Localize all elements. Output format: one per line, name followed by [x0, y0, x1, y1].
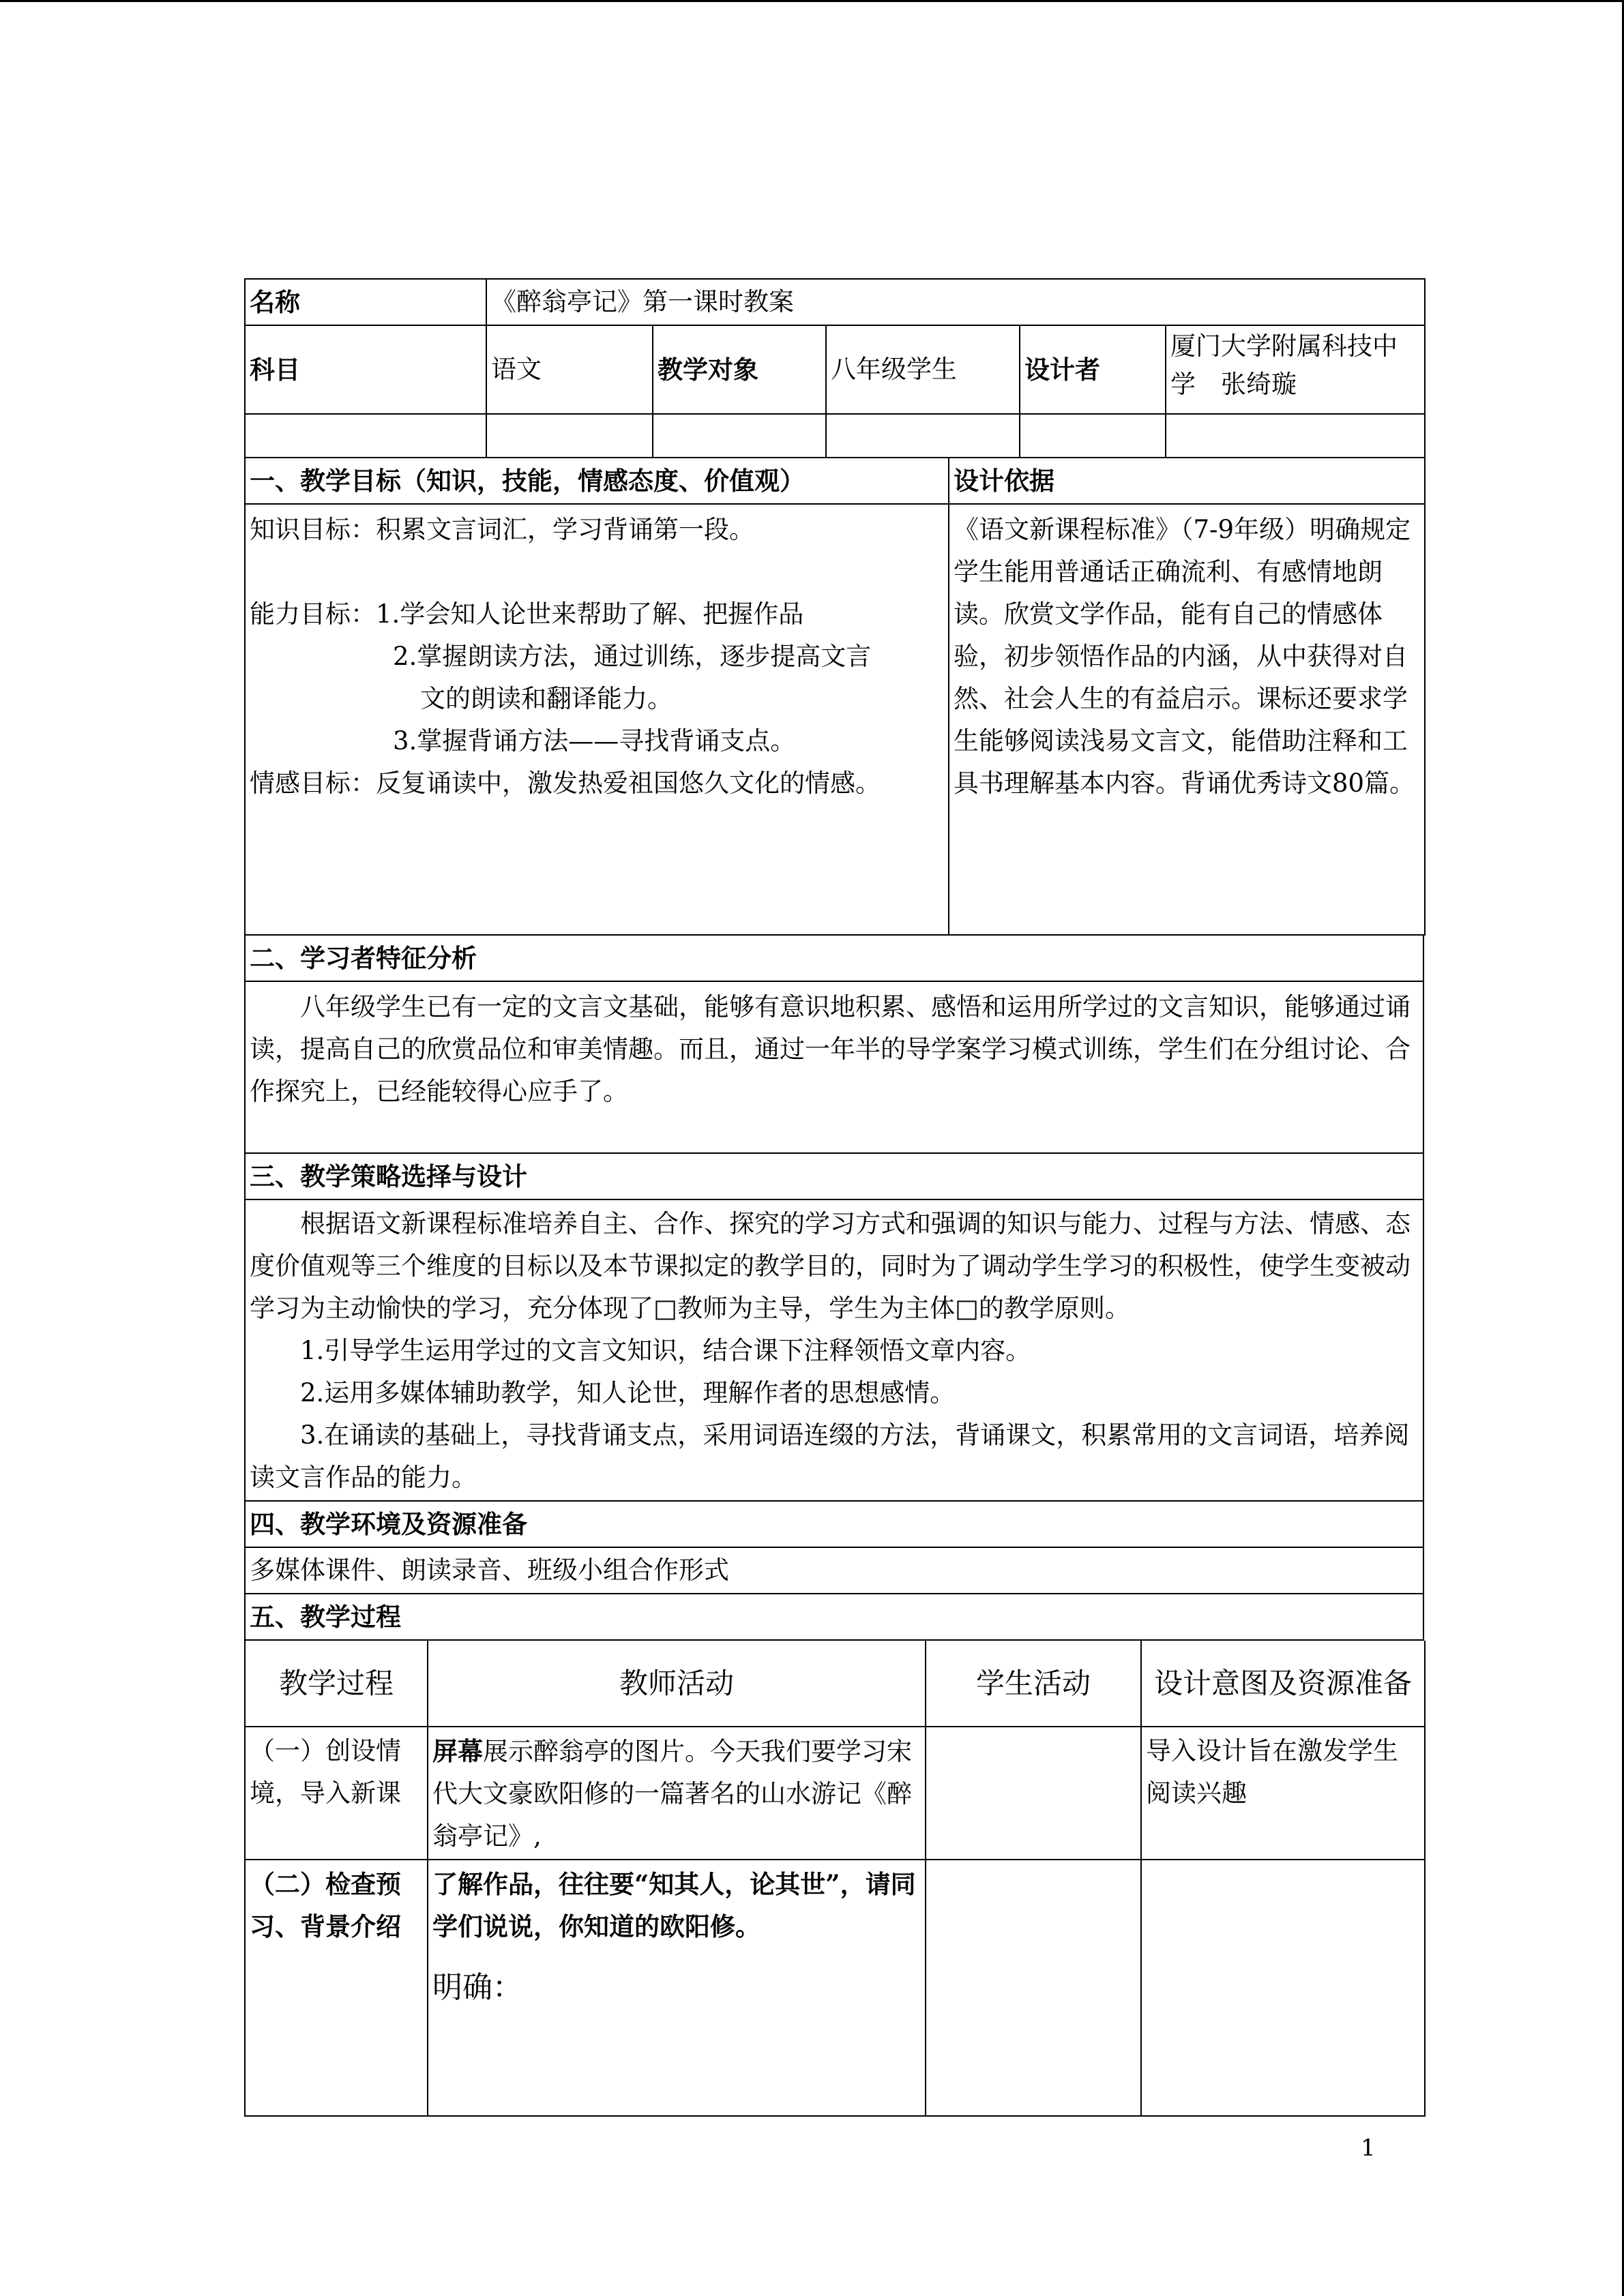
strategy-item-2: 2.运用多媒体辅助教学，知人论世，理解作者的思想感情。 — [300, 1378, 956, 1407]
strategy-title: 三、教学策略选择与设计 — [245, 1154, 1423, 1199]
process-table — [244, 1641, 1426, 2117]
ability-objective-3: 3.掌握背诵方法——寻找背诵支点。 — [393, 726, 796, 756]
clarify-label: 明确： — [432, 1970, 522, 2005]
name-value: 《醉翁亭记》第一课时教案 — [486, 279, 1425, 325]
design-intent-1: 导入设计旨在激发学生阅读兴趣 — [1141, 1727, 1425, 1860]
learner-analysis-table — [244, 936, 1424, 1154]
name-label: 名称 — [245, 279, 486, 325]
audience-label: 教学对象 — [653, 325, 826, 414]
emotion-objective: 情感目标：反复诵读中，激发热爱祖国悠久文化的情感。 — [250, 769, 881, 798]
audience-value: 八年级学生 — [826, 325, 1020, 414]
process-header-teacher: 教师活动 — [428, 1641, 926, 1727]
page-number: 1 — [1361, 2134, 1376, 2162]
blank-cell — [486, 414, 653, 458]
strategy-paragraph: 根据语文新课程标准培养自主、合作、探究的学习方式和强调的知识与能力、过程与方法、情感、态度价值观等三个维度的目标以及本节课拟定的教学目的，同时为了调动学生学习的积极性，使学生变被动学习为主动愉快的学习，充分体现了□教师为主导，学生为主体□的教学原则。 — [250, 1209, 1411, 1323]
resources-text: 多媒体课件、朗读录音、班级小组合作形式 — [245, 1547, 1423, 1594]
process-header-student: 学生活动 — [926, 1641, 1141, 1727]
process-header-intent: 设计意图及资源准备 — [1141, 1641, 1425, 1727]
stage-1: （一）创设情境，导入新课 — [245, 1727, 428, 1860]
process-title-table — [244, 1594, 1424, 1641]
subject-value: 语文 — [486, 325, 653, 414]
strategy-table — [244, 1154, 1424, 1502]
teacher-activity-1 — [428, 1727, 926, 1860]
blank-cell — [826, 414, 1020, 458]
ability-objective-2: 2.掌握朗读方法，通过训练，逐步提高文言 — [393, 642, 872, 671]
ability-objective-2-cont: 文的朗读和翻译能力。 — [420, 684, 673, 713]
blank-cell — [1020, 414, 1166, 458]
design-intent-2 — [1141, 1860, 1425, 2116]
designer-label: 设计者 — [1020, 325, 1166, 414]
basis-title: 设计依据 — [949, 458, 1425, 504]
teacher-activity-2 — [428, 1860, 926, 2116]
strategy-item-3: 3.在诵读的基础上，寻找背诵支点，采用词语连缀的方法，背诵课文，积累常用的文言词语，培养阅读文言作品的能力。 — [250, 1420, 1410, 1492]
basis-content: 《语文新课程标准》（7-9年级）明确规定学生能用普通话正确流利、有感情地朗读。欣赏文学作品，能有自己的情感体验，初步领悟作品的内涵，从中获得对自然、社会人生的有益启示。课标还要求学生能够阅读浅易文言文，能借助注释和工具书理解基本内容。背诵优秀诗文80篇。 — [949, 504, 1425, 935]
process-header-stage: 教学过程 — [245, 1641, 428, 1727]
resources-title: 四、教学环境及资源准备 — [245, 1502, 1423, 1547]
header-table — [244, 278, 1426, 458]
stage-2: （二）检查预习、背景介绍 — [245, 1860, 428, 2116]
blank-cell — [245, 414, 486, 458]
knowledge-objective: 知识目标：积累文言词汇，学习背诵第一段。 — [250, 515, 754, 544]
lesson-plan-document — [244, 278, 1424, 2117]
learner-text: 八年级学生已有一定的文言文基础，能够有意识地积累、感悟和运用所学过的文言知识，能够通过诵读，提高自己的欣赏品位和审美情趣。而且，通过一年半的导学案学习模式训练，学生们在分组讨论、合作探究上，已经能较得心应手了。 — [245, 981, 1423, 1153]
designer-value: 厦门大学附属科技中学 张绮璇 — [1166, 325, 1425, 414]
teacher-activity-2-question: 了解作品，往往要“知其人，论其世”，请同学们说说，你知道的欧阳修。 — [432, 1869, 916, 1941]
subject-label: 科目 — [245, 325, 486, 414]
teacher-activity-1-text: 展示醉翁亭的图片。今天我们要学习宋代大文豪欧阳修的一篇著名的山水游记《醉翁亭记》, — [432, 1737, 912, 1851]
screen-keyword: 屏幕 — [432, 1736, 483, 1766]
objectives-title: 一、教学目标（知识，技能，情感态度、价值观） — [245, 458, 949, 504]
student-activity-1 — [926, 1727, 1141, 1860]
process-title: 五、教学过程 — [245, 1594, 1423, 1640]
strategy-content — [245, 1199, 1423, 1501]
resources-table — [244, 1502, 1424, 1594]
ability-objective-1: 能力目标：1.学会知人论世来帮助了解、把握作品 — [250, 599, 804, 629]
strategy-item-1: 1.引导学生运用学过的文言文知识，结合课下注释领悟文章内容。 — [300, 1336, 1031, 1365]
objectives-content — [245, 504, 949, 935]
objectives-table — [244, 458, 1426, 936]
learner-title: 二、学习者特征分析 — [245, 936, 1423, 981]
student-activity-2 — [926, 1860, 1141, 2116]
blank-cell — [653, 414, 826, 458]
blank-cell — [1166, 414, 1425, 458]
